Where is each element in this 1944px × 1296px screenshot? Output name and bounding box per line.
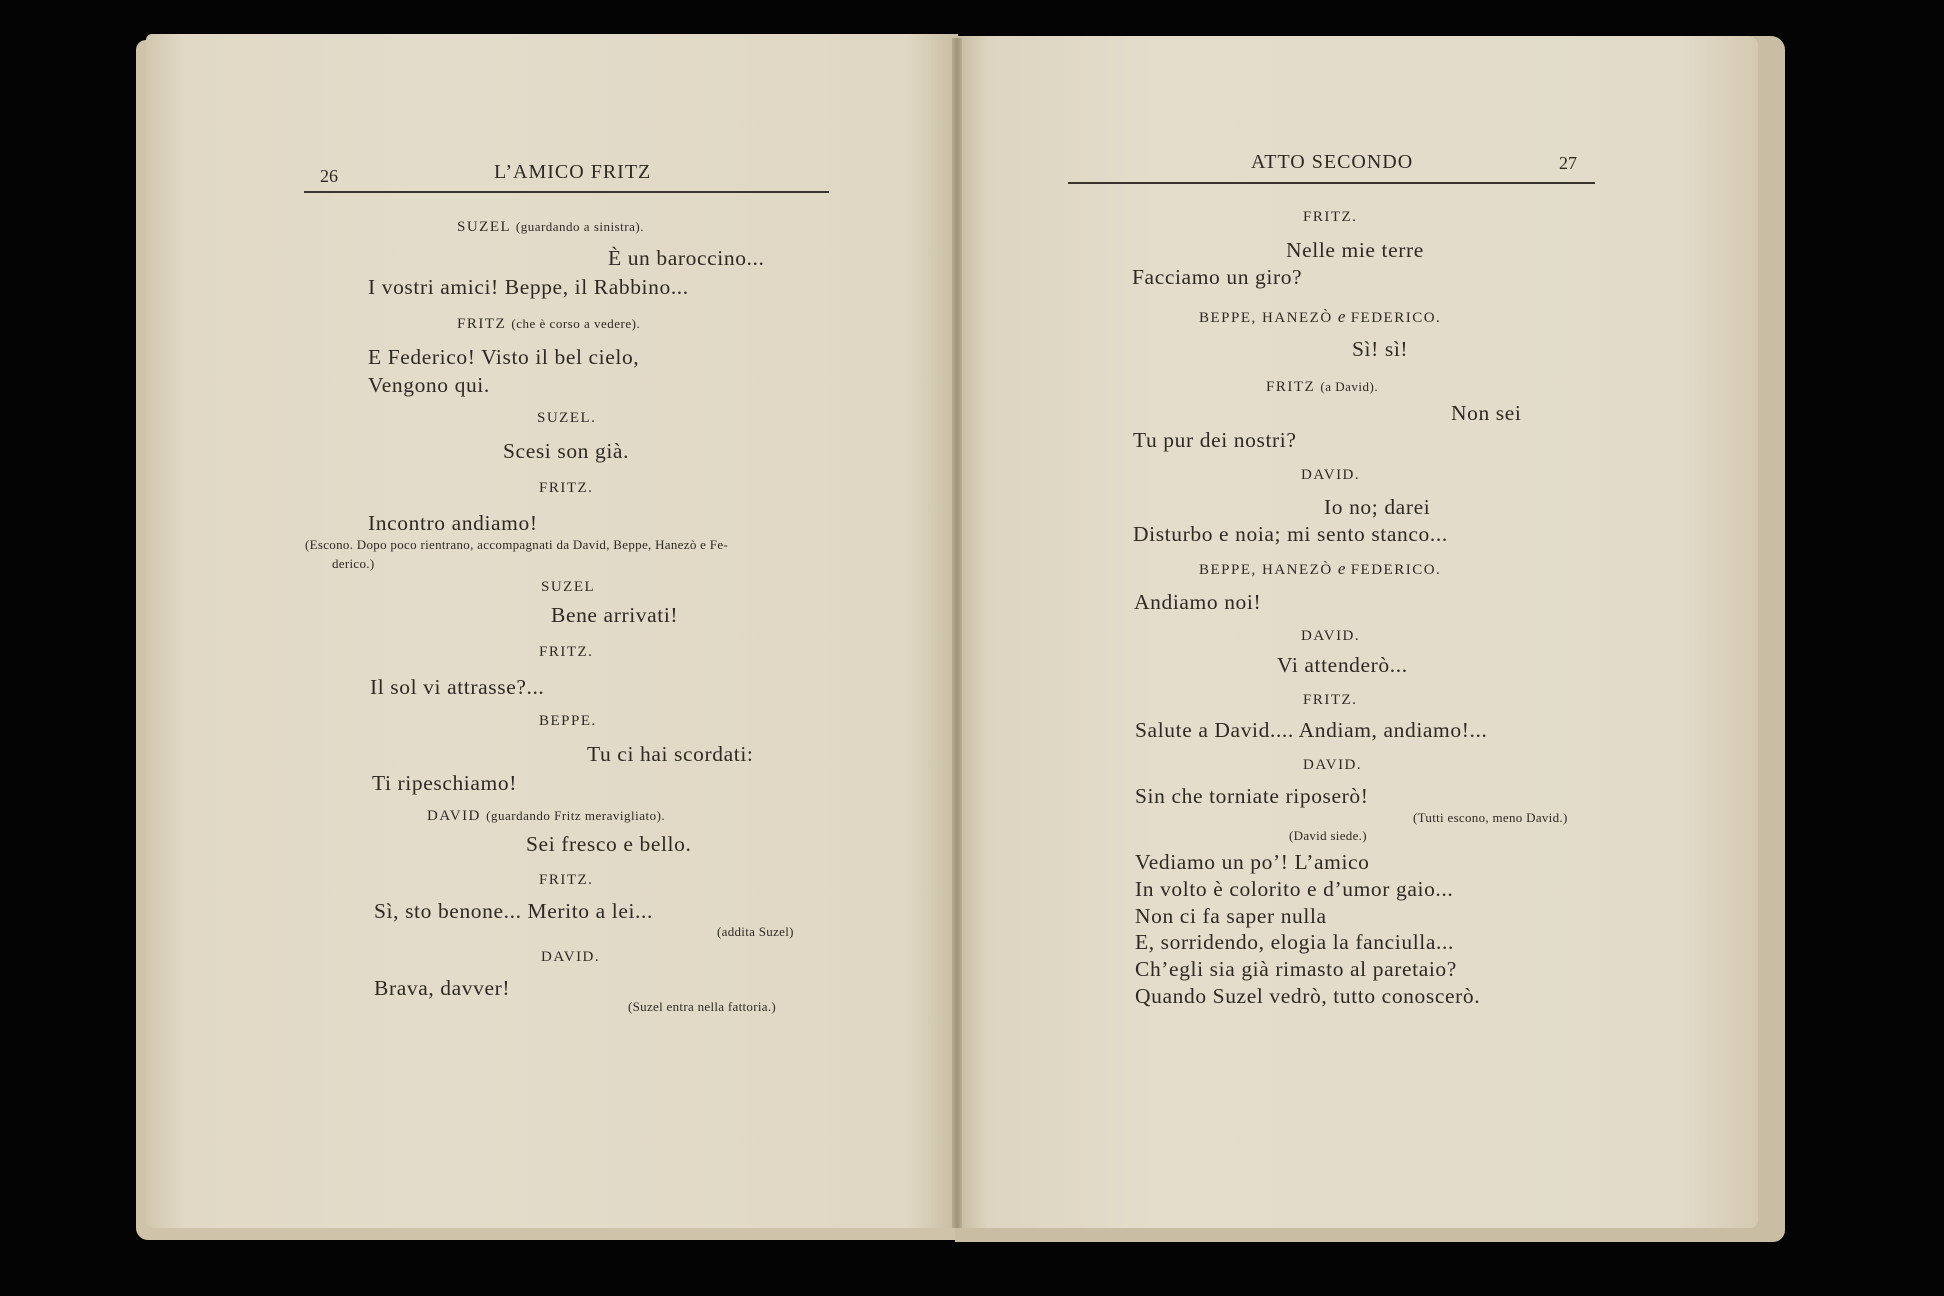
verse-line: Ti ripeschiamo! [372,771,517,795]
speaker-line: SUZEL. [537,410,597,426]
verse-line: Brava, davver! [374,976,511,1000]
verse-line: Quando Suzel vedrò, tutto conoscerò. [1135,984,1481,1008]
verse-line: È un baroccino... [608,246,765,270]
verse-line: E, sorridendo, elogia la fanciulla... [1135,930,1454,954]
verse-line: Vengono qui. [368,373,490,397]
speaker-line: DAVID. [1301,628,1361,644]
verse-line: Tu ci hai scordati: [587,742,754,766]
verse-line: Tu pur dei nostri? [1133,428,1297,452]
stage-direction: (addita Suzel) [717,924,794,939]
stage-direction: derico.) [332,556,375,571]
verse-line: Vediamo un po’! L’amico [1135,850,1370,874]
verse-line: Sì, sto benone... Merito a lei... [374,899,653,923]
speaker-line: DAVID. [1303,757,1363,773]
left-header-rule [304,191,829,193]
speaker-line: BEPPE, HANEZÒ e FEDERICO. [1199,559,1442,578]
book-gutter [952,38,962,1228]
verse-line: Sei fresco e bello. [526,832,692,856]
stage-direction: (Escono. Dopo poco rientrano, accompagnati da David, Beppe, Hanezò e Fe- [305,537,729,552]
speaker-line: SUZEL (guardando a sinistra). [457,219,644,235]
verse-line: Bene arrivati! [551,603,679,627]
verse-line: Ch’egli sia già rimasto al paretaio? [1135,957,1457,981]
stage-direction: (David siede.) [1289,828,1367,843]
left-page [146,34,958,1228]
speaker-line: BEPPE. [539,713,597,729]
stage-direction: (Suzel entra nella fattoria.) [628,999,777,1014]
speaker-line: FRITZ. [539,644,594,660]
verse-line: Il sol vi attrasse?... [370,675,545,699]
verse-line: Non ci fa saper nulla [1135,904,1327,928]
speaker-line: FRITZ (che è corso a vedere). [457,316,641,332]
verse-line: Andiamo noi! [1134,590,1262,614]
speaker-line: DAVID (guardando Fritz meravigliato). [427,808,666,824]
verse-line: In volto è colorito e d’umor gaio... [1135,877,1454,901]
speaker-line: DAVID. [541,949,601,965]
verse-line: Facciamo un giro? [1132,265,1303,289]
verse-line: I vostri amici! Beppe, il Rabbino... [368,275,689,299]
verse-line: Scesi son già. [503,439,630,463]
speaker-line: FRITZ. [1303,209,1358,225]
verse-line: Sin che torniate riposerò! [1135,784,1369,808]
left-page-number: 26 [320,166,338,186]
verse-line: Sì! sì! [1352,337,1409,361]
verse-line: Incontro andiamo! [368,511,538,535]
left-running-head: L’AMICO FRITZ [494,161,652,183]
verse-line: Disturbo e noia; mi sento stanco... [1133,522,1448,546]
speaker-line: FRITZ (a David). [1266,379,1379,395]
verse-line: Nelle mie terre [1286,238,1424,262]
verse-line: Salute a David.... Andiam, andiamo!... [1135,718,1488,742]
speaker-line: FRITZ. [539,872,594,888]
right-page-number: 27 [1559,153,1577,173]
speaker-line: BEPPE, HANEZÒ e FEDERICO. [1199,307,1442,326]
verse-line: Vi attenderò... [1277,653,1408,677]
speaker-line: SUZEL [541,579,596,595]
verse-line: Io no; darei [1324,495,1431,519]
verse-line: E Federico! Visto il bel cielo, [368,345,640,369]
speaker-line: DAVID. [1301,467,1361,483]
speaker-line: FRITZ. [1303,692,1358,708]
verse-line: Non sei [1451,401,1522,425]
right-header-rule [1068,182,1595,184]
right-running-head: ATTO SECONDO [1251,151,1414,173]
speaker-line: FRITZ. [539,480,594,496]
stage-direction: (Tutti escono, meno David.) [1413,810,1568,825]
